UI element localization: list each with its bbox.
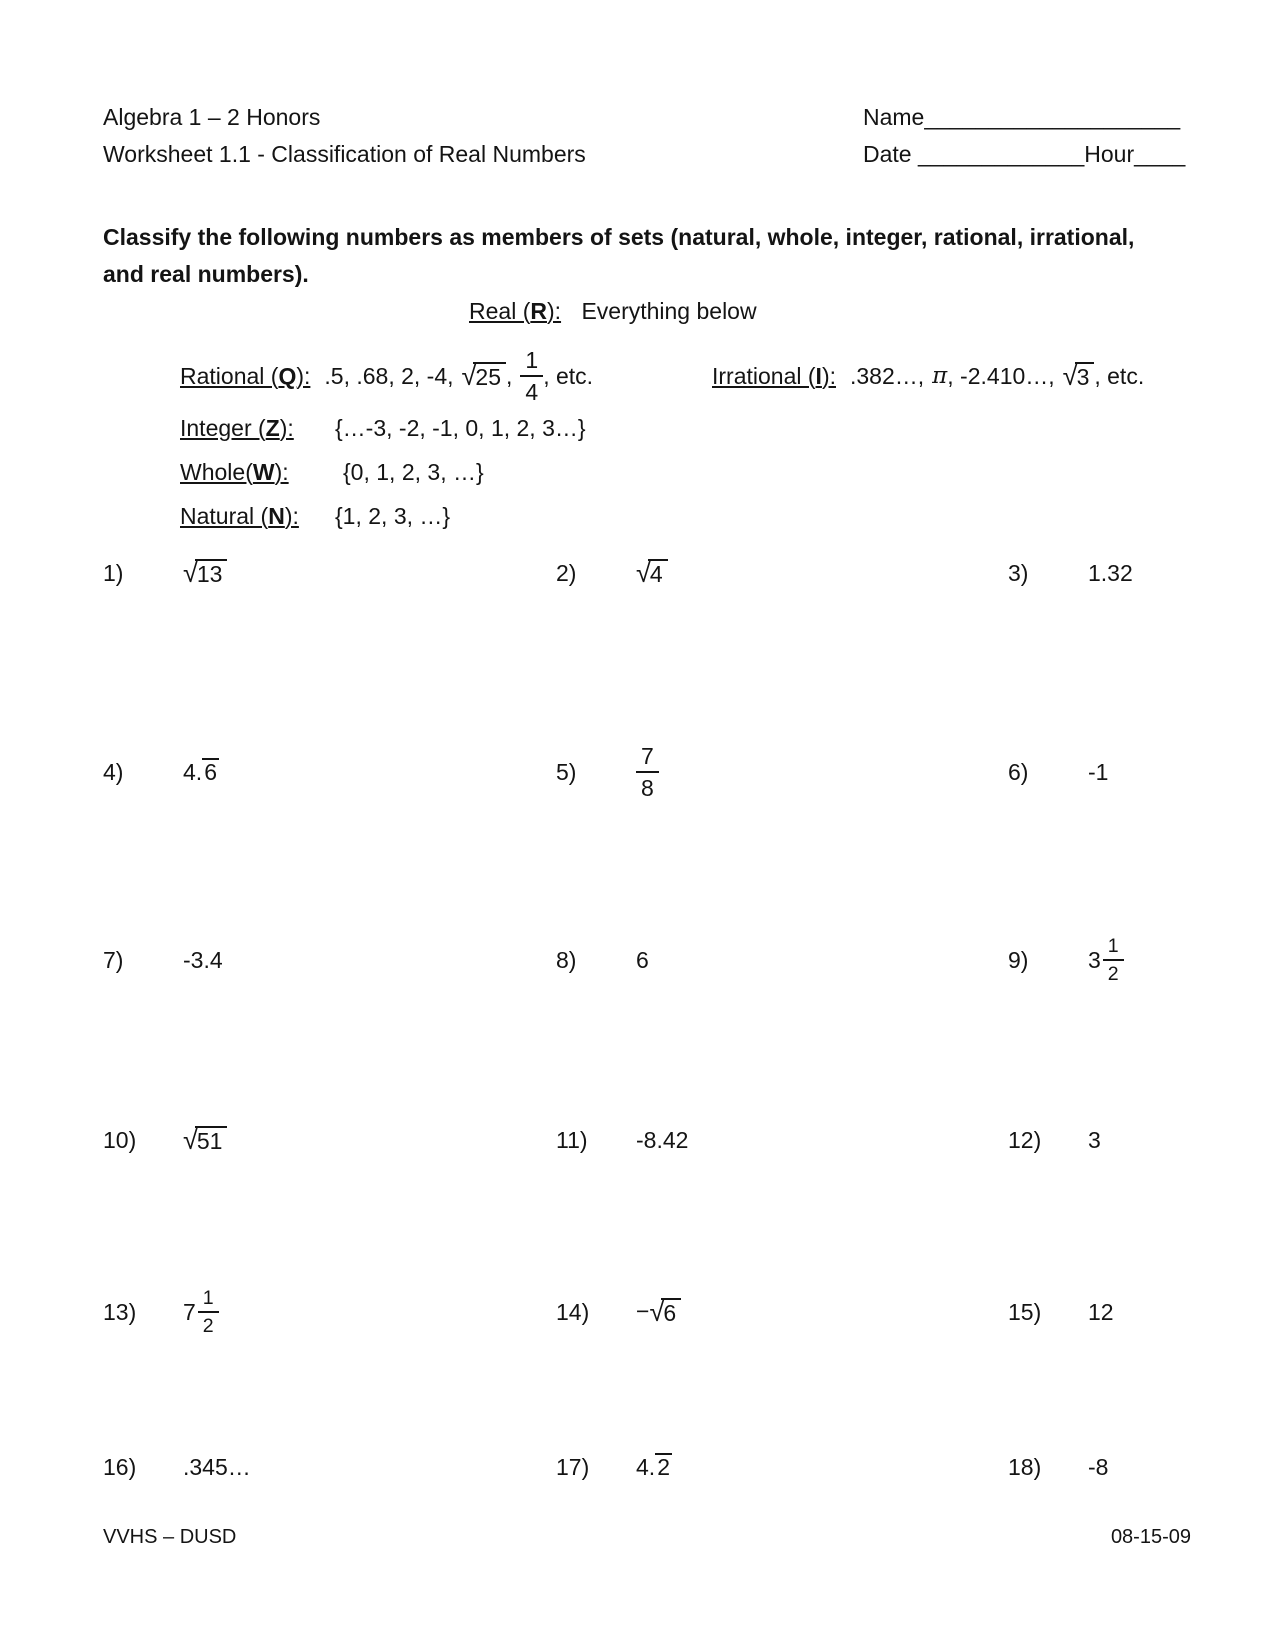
- date-hour-blank-line: Date _____________Hour____: [863, 141, 1186, 167]
- problem-5: [556, 732, 659, 812]
- worksheet-title: Worksheet 1.1 - Classification of Real Numbers: [103, 141, 586, 167]
- real-definition: [469, 298, 757, 325]
- problem-value: 3: [1088, 1126, 1101, 1153]
- real-description: Everything below: [581, 298, 757, 324]
- pi-symbol: π: [932, 363, 948, 389]
- irrational-sqrt-example: √ 3: [1063, 362, 1095, 390]
- problem-number: 7): [103, 946, 124, 973]
- footer-date: 08-15-09: [1110, 1526, 1191, 1548]
- irrational-label: Irrational (I):: [712, 362, 836, 389]
- rational-examples: .5, .68, 2, -4,: [324, 362, 454, 389]
- problem-value: -3.4: [183, 946, 223, 973]
- problem-value: 7 $\frac{1}{2}$: [183, 1287, 219, 1338]
- rational-examples-end: , etc.: [543, 362, 594, 389]
- problem-17: [556, 1427, 672, 1507]
- natural-definition: [180, 503, 450, 530]
- problem-15: [1008, 1272, 1114, 1352]
- irrational-definition: [712, 347, 1144, 405]
- problem-value: .345…: [183, 1453, 251, 1480]
- rational-label: Rational (Q):: [180, 362, 311, 389]
- mixed-fraction: $\frac{1}{2}$: [1103, 935, 1124, 986]
- problem-number: 9): [1008, 946, 1029, 973]
- irrational-examples: .382…,: [850, 362, 925, 389]
- rational-sqrt-example: √ 25: [462, 362, 506, 390]
- rational-fraction-example: $\frac{1}{4}$: [520, 347, 543, 406]
- instructions-line-2: and real numbers).: [103, 261, 309, 287]
- name-blank-line: Name____________________: [863, 104, 1181, 130]
- rational-definition: [180, 347, 593, 405]
- problem-value: -1: [1088, 758, 1109, 785]
- radical-sign: √: [636, 557, 651, 589]
- repeating-digit: 6: [204, 759, 217, 785]
- problems-row-5: [0, 1272, 1275, 1352]
- problems-row-1: [0, 533, 1275, 613]
- problem-value: 4.6: [183, 759, 217, 785]
- problem-number: 12): [1008, 1126, 1042, 1153]
- integer-definition: [180, 415, 586, 442]
- problem-value: -8: [1088, 1453, 1109, 1480]
- radical-sign: √: [183, 1124, 198, 1156]
- integer-set: {…-3, -2, -1, 0, 1, 2, 3…}: [335, 415, 586, 441]
- problem-number: 16): [103, 1453, 137, 1480]
- problem-number: 2): [556, 559, 577, 586]
- problem-11: [556, 1100, 688, 1180]
- problems-row-6: [0, 1427, 1275, 1507]
- instructions-line-1: Classify the following numbers as members of sets (natural, whole, integer, rational, irrational,: [103, 224, 1135, 250]
- problem-value: 12: [1088, 1298, 1114, 1325]
- problem-value: − √ 6: [636, 1298, 681, 1326]
- problem-number: 4): [103, 758, 124, 785]
- real-label: Real (R):: [469, 298, 562, 324]
- problem-value: 3 $\frac{1}{2}$: [1088, 935, 1124, 986]
- problem-number: 14): [556, 1298, 590, 1325]
- radical-sign: √: [183, 557, 198, 589]
- footer-school: VVHS – DUSD: [103, 1526, 237, 1548]
- integer-label: Integer (Z):: [180, 415, 294, 441]
- problems-row-3: [0, 920, 1275, 1000]
- problem-value: $\frac{7}{8}$: [636, 743, 659, 802]
- problem-number: 17): [556, 1453, 590, 1480]
- problem-16: [103, 1427, 251, 1507]
- problem-10: [103, 1100, 227, 1180]
- problem-8: [556, 920, 649, 1000]
- whole-set: {0, 1, 2, 3, …}: [343, 459, 484, 485]
- problem-1: [103, 533, 227, 613]
- repeating-digit: 2: [657, 1454, 670, 1480]
- whole-definition: [180, 459, 484, 486]
- problem-number: 5): [556, 758, 577, 785]
- problem-value: -8.42: [636, 1126, 689, 1153]
- problem-number: 18): [1008, 1453, 1042, 1480]
- problems-row-4: [0, 1100, 1275, 1180]
- problem-value: √ 4: [636, 559, 668, 587]
- problems-row-2: [0, 732, 1275, 812]
- mixed-fraction: $\frac{1}{2}$: [198, 1287, 219, 1338]
- problem-7: [103, 920, 223, 1000]
- problem-number: 11): [556, 1126, 588, 1153]
- irrational-examples-end: , etc.: [1094, 362, 1145, 389]
- problem-value: 6: [636, 946, 649, 973]
- problem-number: 15): [1008, 1298, 1042, 1325]
- problem-3: [1008, 533, 1133, 613]
- radical-sign: √: [649, 1296, 665, 1328]
- problem-9: [1008, 920, 1124, 1000]
- comma-separator: ,: [506, 362, 513, 389]
- problem-value: √ 51: [183, 1126, 227, 1154]
- problem-number: 10): [103, 1126, 137, 1153]
- problem-value: 1.32: [1088, 559, 1133, 586]
- problem-value: √ 13: [183, 559, 227, 587]
- problem-14: [556, 1272, 681, 1352]
- problem-13: [103, 1272, 219, 1352]
- problem-number: 13): [103, 1298, 137, 1325]
- problem-4: [103, 732, 219, 812]
- problem-number: 3): [1008, 559, 1029, 586]
- problem-number: 6): [1008, 758, 1029, 785]
- problem-2: [556, 533, 668, 613]
- problem-number: 8): [556, 946, 577, 973]
- problem-18: [1008, 1427, 1108, 1507]
- radical-sign: √: [461, 360, 477, 392]
- natural-set: {1, 2, 3, …}: [335, 503, 451, 529]
- radical-sign: √: [1062, 360, 1078, 392]
- course-title: Algebra 1 – 2 Honors: [103, 104, 321, 130]
- problem-6: [1008, 732, 1108, 812]
- minus-sign: −: [636, 1298, 650, 1325]
- problem-12: [1008, 1100, 1101, 1180]
- natural-label: Natural (N):: [180, 503, 299, 529]
- irrational-examples-mid: , -2.410…,: [947, 362, 1055, 389]
- problem-value: 4.2: [636, 1454, 670, 1480]
- problem-number: 1): [103, 559, 124, 586]
- whole-label: Whole(W):: [180, 459, 289, 485]
